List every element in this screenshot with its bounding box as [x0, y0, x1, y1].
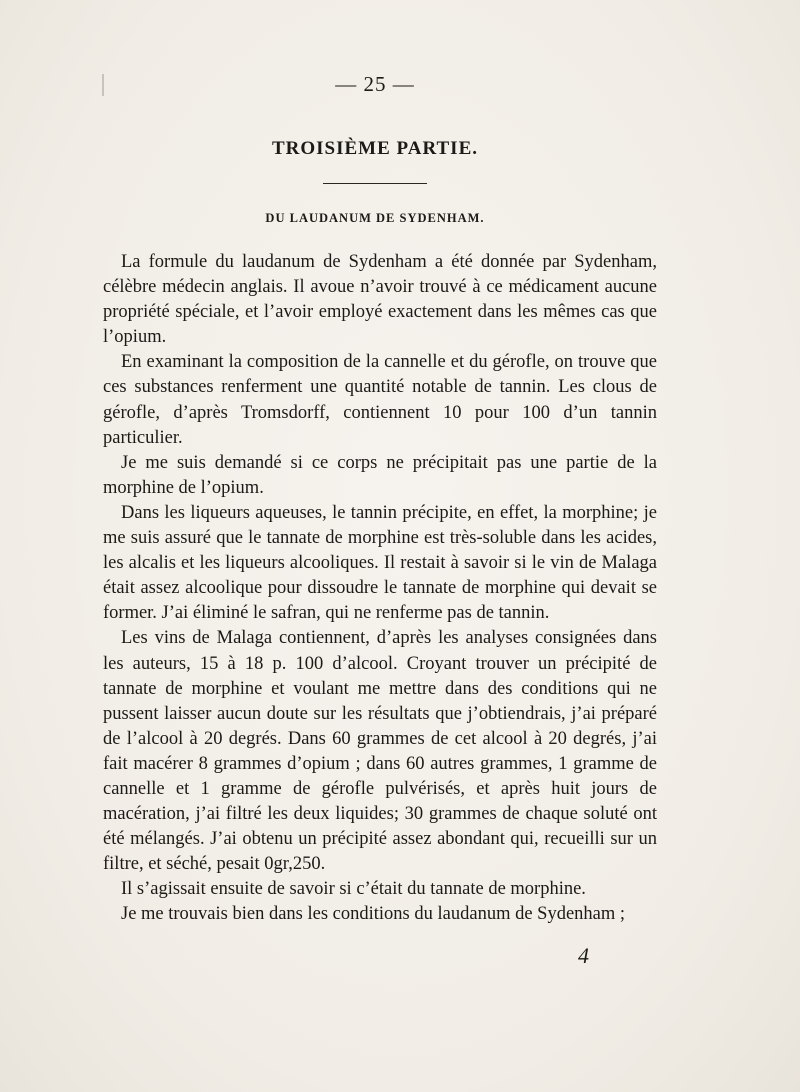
title-divider: [323, 183, 427, 184]
paragraph: Dans les liqueurs aqueuses, le tannin précipite, en effet, la morphine; je me suis assuré que le tannate de morphine est très-soluble dans les acides, les alcalis et les liqueurs alcooliques. Il restait à savoir si le vin de Malaga était assez alcoolique pour dissoudre le tannate de morphine qui devait se former. J’ai éliminé le safran, qui ne renferme pas de tannin.: [103, 502, 657, 624]
paragraph: Les vins de Malaga contiennent, d’après les analyses consignées dans les auteurs, 15 à 18 p. 100 d’alcool. Croyant trouver un précipité de tannate de morphine et voulant me mettre dans des conditions qui ne pussent laisser aucun doute sur les résultats que j’obtiendrais, j’ai préparé de l’alcool à 20 degrés. Dans 60 grammes de cet alcool à 20 degrés, j’ai fait macérer 8 grammes d’opium ; dans 60 autres grammes, 1 gramme de cannelle et 1 gramme de gérofle pulvérisés, et après huit jours de macération, j’ai filtré les deux liquides; 30 grammes de chaque soluté ont été mélangés. J’ai obtenu un précipité assez abondant qui, recueilli sur un filtre, et séché, pesait 0gr,250.: [103, 628, 657, 875]
section-title: DU LAUDANUM DE SYDENHAM.: [265, 211, 485, 225]
paragraph: Je me trouvais bien dans les conditions du laudanum de Sydenham ;: [121, 904, 626, 925]
paragraph: En examinant la composition de la cannelle et du gérofle, on trouve que ces substances renferment une quantité notable de tannin. Les clous de gérofle, d’après Tromsdorff, contiennent 10 pour 100 d’un tannin particulier.: [103, 352, 657, 448]
paragraph: Je me suis demandé si ce corps ne précipitait pas une partie de la morphine de l’opium.: [103, 452, 657, 498]
paragraph: Il s’agissait ensuite de savoir si c’était du tannate de morphine.: [121, 879, 586, 900]
body-text: [103, 250, 657, 928]
page-number: — 25 —: [335, 72, 415, 96]
signature-mark: 4: [578, 943, 589, 968]
paragraph: La formule du laudanum de Sydenham a été donnée par Sydenham, célèbre médecin anglais. Il avoue n’avoir trouvé à ce médicament aucune propriété spéciale, et l’avoir employé exactement dans les mêmes cas que l’opium.: [103, 252, 657, 348]
part-title: TROISIÈME PARTIE.: [271, 138, 479, 159]
